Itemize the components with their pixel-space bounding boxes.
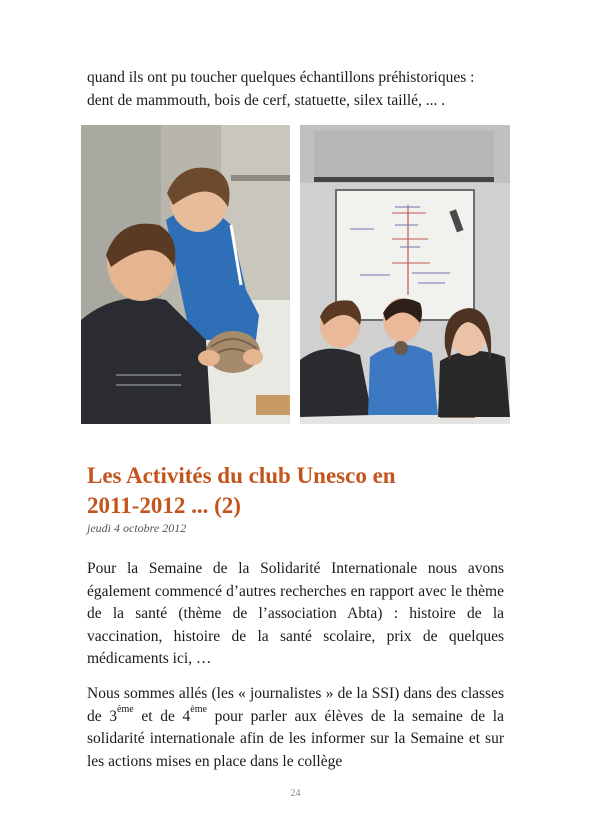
- paragraph-2-part-a: Nous sommes allés (les « journalistes » de la SSI) dans des classes de 3: [87, 685, 504, 725]
- superscript-4eme: ème: [190, 703, 207, 715]
- intro-line-1: quand ils ont pu toucher quelques échantillons préhistoriques :: [87, 69, 475, 86]
- article-paragraph-2: [87, 683, 504, 773]
- intro-text: [87, 66, 507, 112]
- paragraph-2-part-c: pour parler aux élèves de la semaine de la solidarité internationale afin de les informer sur la Semaine et sur les actions mises en place dans le collège: [87, 707, 504, 770]
- page-number: 24: [290, 788, 301, 799]
- superscript-3eme: ème: [117, 703, 134, 715]
- paragraph-2-part-b: et de 4: [133, 707, 191, 725]
- article-title-line-1: Les Activités du club Unesco en: [87, 463, 396, 488]
- article-title: [87, 461, 507, 521]
- intro-line-2: dent de mammouth, bois de cerf, statuette, silex taillé, ... .: [87, 92, 446, 109]
- article-title-line-2: 2011-2012 ... (2): [87, 493, 241, 518]
- photo-students-in-classroom: [300, 125, 510, 424]
- article-paragraph-1: Pour la Semaine de la Solidarité Internationale nous avons également commencé d’autres recherches en rapport avec le thème de la santé (thème de l’association Abta) : histoire de la vaccination, histoire de la santé scolaire, prix de quelques médicaments ici, …: [87, 560, 504, 667]
- article-date: jeudi 4 octobre 2012: [87, 521, 187, 535]
- photo-students-touching-samples: [81, 125, 290, 424]
